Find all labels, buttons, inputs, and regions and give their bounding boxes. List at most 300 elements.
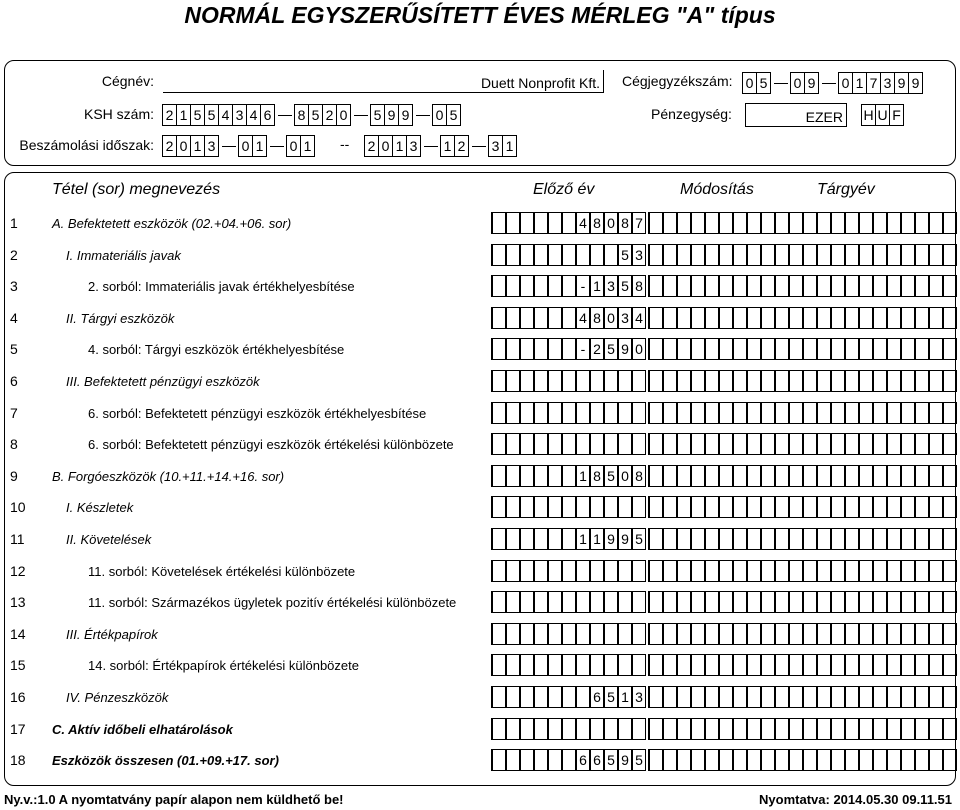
digit-cell — [788, 275, 803, 297]
digit-cell — [718, 528, 733, 550]
digit-cell — [603, 718, 618, 740]
digit-cell — [914, 307, 929, 329]
field-modification[interactable] — [649, 560, 806, 582]
digit-cell: 1 — [589, 275, 604, 297]
field-previous-year[interactable] — [492, 338, 649, 360]
field-modification[interactable] — [649, 338, 806, 360]
digit-cell — [575, 496, 590, 518]
ksh-digit: 5 — [370, 104, 385, 126]
digit-cell — [704, 749, 719, 771]
digit-cell — [886, 402, 901, 424]
row-number: 11 — [10, 531, 25, 547]
digit-cell — [704, 591, 719, 613]
period-from[interactable] — [163, 135, 315, 157]
digit-cell — [928, 275, 943, 297]
digit-cell — [648, 433, 663, 455]
period-digit: 1 — [440, 135, 455, 157]
digit-cell — [547, 275, 562, 297]
field-current-year[interactable] — [803, 433, 960, 455]
ksh-digit: 0 — [432, 104, 447, 126]
digit-cell — [914, 749, 929, 771]
field-previous-year[interactable] — [492, 465, 649, 487]
row-label: 11. sorból: Származékos ügyletek pozitív értékelési különbözete — [88, 595, 457, 610]
ksh-digit: 1 — [176, 104, 191, 126]
period-digit: 0 — [378, 135, 393, 157]
digit-cell — [788, 244, 803, 266]
currency-unit-field[interactable] — [745, 103, 847, 127]
digit-cell — [914, 654, 929, 676]
digit-cell — [704, 496, 719, 518]
field-current-year[interactable] — [803, 749, 960, 771]
row-number: 3 — [10, 278, 18, 294]
digit-cell — [631, 718, 646, 740]
field-current-year[interactable] — [803, 718, 960, 740]
registry-label: Cégjegyzékszám: — [622, 73, 733, 89]
digit-cell: 3 — [603, 275, 618, 297]
field-modification[interactable] — [649, 244, 806, 266]
field-modification[interactable] — [649, 275, 806, 297]
field-previous-year[interactable] — [492, 654, 649, 676]
registry-number[interactable] — [743, 72, 923, 94]
field-previous-year[interactable] — [492, 718, 649, 740]
digit-cell: 4 — [575, 307, 590, 329]
period-digit: 2 — [162, 135, 177, 157]
row-label: IV. Pénzeszközök — [66, 690, 169, 705]
digit-cell — [886, 370, 901, 392]
digit-cell — [505, 528, 520, 550]
digit-cell — [547, 718, 562, 740]
digit-cell — [617, 433, 632, 455]
digit-cell — [942, 528, 957, 550]
digit-cell — [491, 686, 506, 708]
digit-cell — [690, 275, 705, 297]
separator-dash — [416, 115, 430, 116]
digit-cell — [718, 465, 733, 487]
digit-cell — [900, 749, 915, 771]
digit-cell — [914, 718, 929, 740]
field-modification[interactable] — [649, 370, 806, 392]
row-number: 18 — [10, 752, 26, 768]
field-current-year[interactable] — [803, 686, 960, 708]
digit-cell — [547, 623, 562, 645]
field-previous-year[interactable] — [492, 370, 649, 392]
field-previous-year[interactable] — [492, 244, 649, 266]
digit-cell — [505, 686, 520, 708]
period-digit: 3 — [204, 135, 219, 157]
field-previous-year[interactable] — [492, 686, 649, 708]
digit-cell — [690, 528, 705, 550]
digit-cell — [802, 623, 817, 645]
digit-cell — [858, 212, 873, 234]
field-current-year[interactable] — [803, 370, 960, 392]
digit-cell — [844, 370, 859, 392]
digit-cell: 4 — [631, 307, 646, 329]
digit-cell — [676, 496, 691, 518]
digit-cell — [844, 338, 859, 360]
digit-cell — [886, 244, 901, 266]
digit-cell — [662, 623, 677, 645]
digit-cell: 9 — [617, 338, 632, 360]
digit-cell — [491, 275, 506, 297]
separator-dash — [822, 83, 836, 84]
digit-cell — [746, 212, 761, 234]
digit-cell — [662, 275, 677, 297]
period-to[interactable] — [365, 135, 517, 157]
field-modification[interactable] — [649, 433, 806, 455]
digit-cell — [928, 402, 943, 424]
digit-cell — [533, 654, 548, 676]
digit-cell — [718, 654, 733, 676]
digit-cell — [774, 212, 789, 234]
digit-cell — [928, 591, 943, 613]
digit-cell — [830, 749, 845, 771]
row-label: II. Követelések — [66, 532, 152, 547]
digit-cell — [533, 370, 548, 392]
digit-cell — [561, 212, 576, 234]
field-modification[interactable] — [649, 591, 806, 613]
digit-cell — [774, 654, 789, 676]
digit-cell: 0 — [603, 307, 618, 329]
digit-cell — [732, 560, 747, 582]
field-previous-year[interactable] — [492, 496, 649, 518]
field-previous-year[interactable] — [492, 402, 649, 424]
row-number: 6 — [10, 373, 18, 389]
digit-cell — [589, 591, 604, 613]
digit-cell — [676, 370, 691, 392]
row-number: 5 — [10, 341, 18, 357]
period-digit: 0 — [238, 135, 253, 157]
digit-cell — [830, 433, 845, 455]
field-current-year[interactable] — [803, 212, 960, 234]
digit-cell — [690, 307, 705, 329]
period-digit: 0 — [176, 135, 191, 157]
digit-cell — [900, 528, 915, 550]
digit-cell — [676, 749, 691, 771]
digit-cell — [547, 244, 562, 266]
field-previous-year[interactable] — [492, 528, 649, 550]
field-current-year[interactable] — [803, 623, 960, 645]
field-modification[interactable] — [649, 307, 806, 329]
period-digit: 2 — [454, 135, 469, 157]
digit-cell — [914, 433, 929, 455]
field-current-year[interactable] — [803, 244, 960, 266]
digit-cell — [872, 686, 887, 708]
field-current-year[interactable] — [803, 654, 960, 676]
digit-cell — [648, 244, 663, 266]
field-modification[interactable] — [649, 686, 806, 708]
digit-cell — [533, 686, 548, 708]
field-previous-year[interactable] — [492, 275, 649, 297]
row-number: 4 — [10, 310, 18, 326]
digit-cell — [718, 275, 733, 297]
field-current-year[interactable] — [803, 307, 960, 329]
row-number: 12 — [10, 563, 26, 579]
field-modification[interactable] — [649, 528, 806, 550]
digit-cell — [774, 244, 789, 266]
digit-cell — [900, 275, 915, 297]
ksh-digit: 2 — [162, 104, 177, 126]
row-number: 10 — [10, 499, 26, 515]
ksh-digit: 6 — [260, 104, 275, 126]
row-number: 7 — [10, 405, 18, 421]
digit-cell — [928, 560, 943, 582]
field-current-year[interactable] — [803, 591, 960, 613]
digit-cell — [631, 370, 646, 392]
digit-cell — [690, 370, 705, 392]
digit-cell — [676, 244, 691, 266]
digit-cell — [760, 465, 775, 487]
digit-cell — [886, 338, 901, 360]
digit-cell: 1 — [575, 528, 590, 550]
ksh-digit: 5 — [446, 104, 461, 126]
digit-cell — [704, 402, 719, 424]
ksh-number[interactable] — [163, 104, 461, 126]
digit-cell — [816, 749, 831, 771]
digit-cell — [718, 749, 733, 771]
digit-cell — [575, 402, 590, 424]
digit-cell — [561, 623, 576, 645]
digit-cell — [533, 560, 548, 582]
digit-cell — [746, 749, 761, 771]
field-modification[interactable] — [649, 718, 806, 740]
digit-cell — [788, 718, 803, 740]
digit-cell — [816, 370, 831, 392]
field-modification[interactable] — [649, 496, 806, 518]
digit-cell — [802, 749, 817, 771]
ksh-digit: 9 — [384, 104, 399, 126]
digit-cell — [746, 623, 761, 645]
ksh-digit: 5 — [190, 104, 205, 126]
digit-cell — [760, 496, 775, 518]
digit-cell — [760, 749, 775, 771]
digit-cell — [830, 591, 845, 613]
field-previous-year[interactable] — [492, 749, 649, 771]
digit-cell — [942, 654, 957, 676]
digit-cell — [774, 623, 789, 645]
digit-cell — [690, 686, 705, 708]
digit-cell — [704, 654, 719, 676]
field-previous-year[interactable] — [492, 623, 649, 645]
digit-cell — [648, 654, 663, 676]
digit-cell — [872, 654, 887, 676]
digit-cell — [830, 623, 845, 645]
digit-cell: 8 — [617, 212, 632, 234]
digit-cell — [914, 591, 929, 613]
field-modification[interactable] — [649, 212, 806, 234]
digit-cell — [676, 465, 691, 487]
digit-cell — [732, 307, 747, 329]
field-current-year[interactable] — [803, 560, 960, 582]
digit-cell — [519, 275, 534, 297]
digit-cell — [942, 307, 957, 329]
digit-cell — [505, 749, 520, 771]
field-previous-year[interactable] — [492, 591, 649, 613]
digit-cell — [732, 623, 747, 645]
digit-cell — [872, 528, 887, 550]
row-label: 2. sorból: Immateriális javak értékhelyesbítése — [88, 279, 355, 294]
digit-cell: 3 — [631, 244, 646, 266]
currency-letter: H — [861, 104, 876, 126]
digit-cell: 0 — [603, 212, 618, 234]
row-number: 14 — [10, 626, 26, 642]
digit-cell — [928, 654, 943, 676]
digit-cell — [788, 654, 803, 676]
digit-cell — [816, 307, 831, 329]
field-modification[interactable] — [649, 749, 806, 771]
digit-cell — [774, 718, 789, 740]
currency-label: Pénzegység: — [651, 106, 732, 122]
digit-cell — [914, 275, 929, 297]
digit-cell — [603, 623, 618, 645]
digit-cell — [519, 749, 534, 771]
field-previous-year[interactable] — [492, 212, 649, 234]
digit-cell — [589, 370, 604, 392]
digit-cell — [690, 212, 705, 234]
digit-cell — [631, 623, 646, 645]
digit-cell — [519, 402, 534, 424]
digit-cell — [617, 591, 632, 613]
digit-cell — [547, 654, 562, 676]
digit-cell — [746, 244, 761, 266]
digit-cell — [676, 623, 691, 645]
digit-cell — [547, 560, 562, 582]
digit-cell — [718, 496, 733, 518]
currency-code[interactable] — [862, 104, 904, 126]
digit-cell — [648, 465, 663, 487]
company-name-field[interactable] — [163, 70, 604, 93]
field-current-year[interactable] — [803, 496, 960, 518]
digit-cell — [886, 749, 901, 771]
digit-cell — [662, 244, 677, 266]
field-previous-year[interactable] — [492, 560, 649, 582]
registry-digit: 0 — [790, 72, 805, 94]
digit-cell — [830, 496, 845, 518]
digit-cell — [802, 275, 817, 297]
digit-cell — [928, 338, 943, 360]
digit-cell — [802, 496, 817, 518]
field-previous-year[interactable] — [492, 307, 649, 329]
digit-cell — [900, 244, 915, 266]
digit-cell — [561, 718, 576, 740]
digit-cell — [505, 370, 520, 392]
digit-cell — [533, 749, 548, 771]
digit-cell — [844, 528, 859, 550]
digit-cell: 5 — [603, 338, 618, 360]
row-label: III. Befektetett pénzügyi eszközök — [66, 374, 260, 389]
digit-cell — [844, 465, 859, 487]
digit-cell — [774, 528, 789, 550]
digit-cell — [914, 686, 929, 708]
field-current-year[interactable] — [803, 338, 960, 360]
field-current-year[interactable] — [803, 528, 960, 550]
digit-cell — [844, 654, 859, 676]
ksh-digit: 5 — [308, 104, 323, 126]
field-modification[interactable] — [649, 402, 806, 424]
digit-cell — [816, 718, 831, 740]
ksh-digit: 4 — [218, 104, 233, 126]
digit-cell — [746, 465, 761, 487]
registry-digit: 5 — [756, 72, 771, 94]
digit-cell — [533, 307, 548, 329]
digit-cell: 2 — [589, 338, 604, 360]
digit-cell — [662, 402, 677, 424]
field-modification[interactable] — [649, 623, 806, 645]
digit-cell — [760, 623, 775, 645]
digit-cell — [928, 370, 943, 392]
digit-cell — [732, 244, 747, 266]
digit-cell — [704, 623, 719, 645]
digit-cell — [886, 307, 901, 329]
digit-cell — [900, 338, 915, 360]
digit-cell — [872, 749, 887, 771]
digit-cell — [900, 623, 915, 645]
digit-cell: 8 — [589, 307, 604, 329]
field-modification[interactable] — [649, 465, 806, 487]
digit-cell — [575, 654, 590, 676]
digit-cell — [830, 338, 845, 360]
digit-cell — [900, 591, 915, 613]
digit-cell — [830, 402, 845, 424]
digit-cell — [746, 307, 761, 329]
digit-cell — [533, 275, 548, 297]
ksh-digit: 2 — [322, 104, 337, 126]
digit-cell — [900, 433, 915, 455]
digit-cell — [746, 560, 761, 582]
field-current-year[interactable] — [803, 465, 960, 487]
digit-cell — [788, 465, 803, 487]
digit-cell — [676, 402, 691, 424]
digit-cell — [830, 718, 845, 740]
digit-cell — [505, 560, 520, 582]
digit-cell — [690, 749, 705, 771]
digit-cell — [774, 560, 789, 582]
digit-cell — [858, 718, 873, 740]
field-modification[interactable] — [649, 654, 806, 676]
field-current-year[interactable] — [803, 402, 960, 424]
digit-cell — [561, 528, 576, 550]
digit-cell — [676, 718, 691, 740]
row-number: 16 — [10, 689, 26, 705]
digit-cell: 3 — [631, 686, 646, 708]
digit-cell — [788, 496, 803, 518]
digit-cell — [690, 560, 705, 582]
field-previous-year[interactable] — [492, 433, 649, 455]
digit-cell — [802, 338, 817, 360]
digit-cell — [844, 275, 859, 297]
digit-cell — [746, 275, 761, 297]
digit-cell — [662, 465, 677, 487]
digit-cell — [942, 402, 957, 424]
digit-cell — [732, 654, 747, 676]
digit-cell — [858, 370, 873, 392]
digit-cell — [547, 338, 562, 360]
digit-cell — [690, 718, 705, 740]
digit-cell — [589, 496, 604, 518]
digit-cell: 5 — [631, 749, 646, 771]
digit-cell — [547, 749, 562, 771]
digit-cell — [533, 591, 548, 613]
digit-cell — [886, 433, 901, 455]
digit-cell — [718, 560, 733, 582]
digit-cell — [802, 244, 817, 266]
digit-cell — [491, 623, 506, 645]
field-current-year[interactable] — [803, 275, 960, 297]
digit-cell — [802, 465, 817, 487]
digit-cell — [676, 654, 691, 676]
digit-cell — [676, 686, 691, 708]
digit-cell — [662, 749, 677, 771]
digit-cell — [505, 465, 520, 487]
